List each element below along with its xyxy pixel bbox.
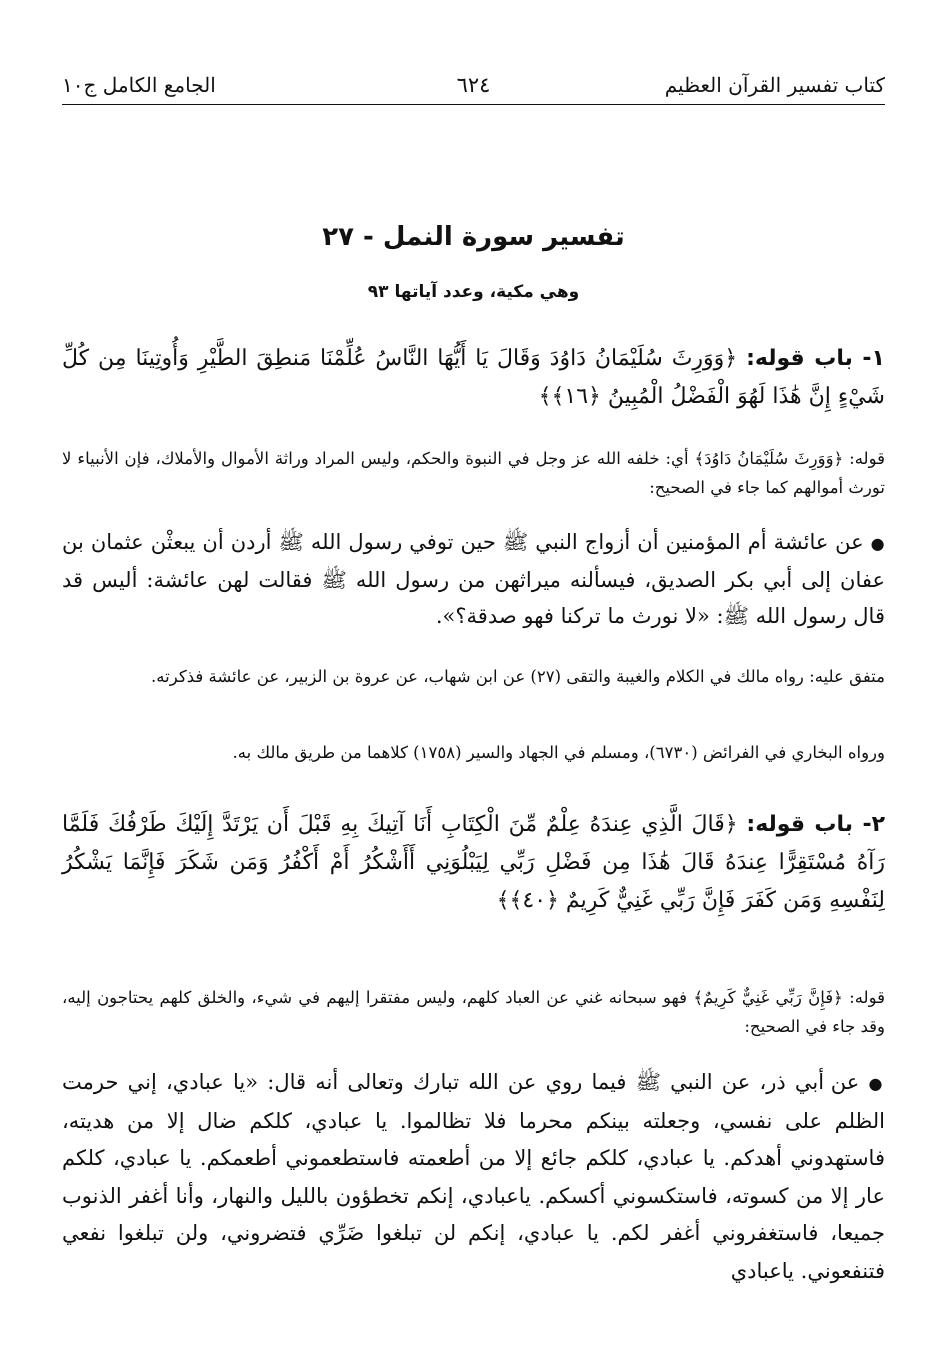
chapter-2 bbox=[62, 806, 885, 920]
header-book-title: كتاب تفسير القرآن العظيم bbox=[664, 73, 885, 97]
commentary-1: قوله: ﴿وَوَرِثَ سُلَيْمَانُ دَاوُدَ﴾ أي: خلفه الله عز وجل في النبوة والحكم، وليس المراد وراثة الأموال والأملاك، فإن الأنبياء لا تورث أموالهم كما جاء في الصحيح: bbox=[62, 449, 885, 497]
source-note-1: متفق عليه: رواه مالك في الكلام والغيبة والتقى (٢٧) عن ابن شهاب، عن عروة بن الزبير، عن عائشة فذكرته. bbox=[151, 667, 885, 686]
document-page bbox=[62, 0, 885, 1372]
bullet-icon: ● bbox=[870, 534, 885, 553]
source-note-2: ورواه البخاري في الفرائض (٦٧٣٠)، ومسلم في الجهاد والسير (١٧٥٨) كلاهما من طريق مالك به. bbox=[232, 743, 885, 762]
header-divider bbox=[62, 104, 885, 105]
chapter-1-heading: ١- باب قوله: bbox=[746, 346, 885, 371]
chapter-2-ayah: ﴿قَالَ الَّذِي عِندَهُ عِلْمٌ مِّنَ الْكِتَابِ أَنَا آتِيكَ بِهِ قَبْلَ أَن يَرْتَدَّ إِلَيْكَ طَرْفُكَ فَلَمَّا رَآهُ مُسْتَقِرًّا عِندَهُ قَالَ هَٰذَا مِن فَضْلِ رَبِّي لِيَبْلُوَنِي أَأَشْكُرُ أَمْ أَكْفُرُ وَمَن شَكَرَ فَإِنَّمَا يَشْكُرُ لِنَفْسِهِ وَمَن كَفَرَ فَإِنَّ رَبِّي غَنِيٌّ كَرِيمٌ ﴿٤٠﴾﴾ bbox=[62, 812, 885, 913]
chapter-1-ayah: ﴿وَوَرِثَ سُلَيْمَانُ دَاوُدَ وَقَالَ يَا أَيُّهَا النَّاسُ عُلِّمْنَا مَنطِقَ الطَّيْرِ وَأُوتِينَا مِن كُلِّ شَيْءٍ إِنَّ هَٰذَا لَهُوَ الْفَضْلُ الْمُبِينُ ﴿١٦﴾﴾ bbox=[62, 346, 885, 409]
surah-title: تفسير سورة النمل - ٢٧ bbox=[322, 222, 625, 252]
hadith-2 bbox=[62, 1064, 885, 1364]
bullet-icon: ● bbox=[868, 1074, 885, 1093]
chapter-1 bbox=[62, 340, 885, 416]
page-number: ٦٢٤ bbox=[456, 73, 491, 97]
hadith-1-text: عن عائشة أم المؤمنين أن أزواج النبي ﷺ حين توفي رسول الله ﷺ أردن أن يبعثْن عثمان بن عفان إلى أبي بكر الصديق، فيسألنه ميراثهن من رسول الله ﷺ فقالت لهن عائشة: أليس قد قال رسول الله ﷺ: «لا نورث ما تركنا فهو صدقة؟». bbox=[62, 530, 885, 628]
chapter-2-heading: ٢- باب قوله: bbox=[746, 812, 886, 837]
surah-subtitle: وهي مكية، وعدد آياتها ٩٣ bbox=[367, 282, 580, 302]
running-header bbox=[62, 68, 885, 102]
header-volume: الجامع الكامل ج١٠ bbox=[62, 73, 216, 97]
commentary-2: قوله: ﴿فَإِنَّ رَبِّي غَنِيٌّ كَرِيمٌ﴾ فهو سبحانه غني عن العباد كلهم، وليس مفتقرا إليهم في شيء، والخلق كلهم يحتاجون إليه، وقد جاء في الصحيح: bbox=[62, 988, 885, 1036]
hadith-2-text: عن أبي ذر، عن النبي ﷺ فيما روي عن الله تبارك وتعالى أنه قال: «يا عبادي، إني حرمت الظلم على نفسي، وجعلته بينكم محرما فلا تظالموا. يا عبادي، كلكم ضال إلا من هديته، فاستهدوني أهدكم. يا عبادي، كلكم جائع إلا من أطعمته فاستطعموني أطعمكم. يا عبادي، كلكم عار إلا من كسوته، فاستكسوني أكسكم. ياعبادي، إنكم تخطؤون بالليل والنهار، وأنا أغفر الذنوب جميعا، فاستغفروني أغفر لكم. يا عبادي، إنكم لن تبلغوا ضَرِّي فتضروني، ولن تبلغوا نفعي فتنفعوني. ياعبادي bbox=[62, 1070, 885, 1283]
hadith-1 bbox=[62, 524, 885, 634]
